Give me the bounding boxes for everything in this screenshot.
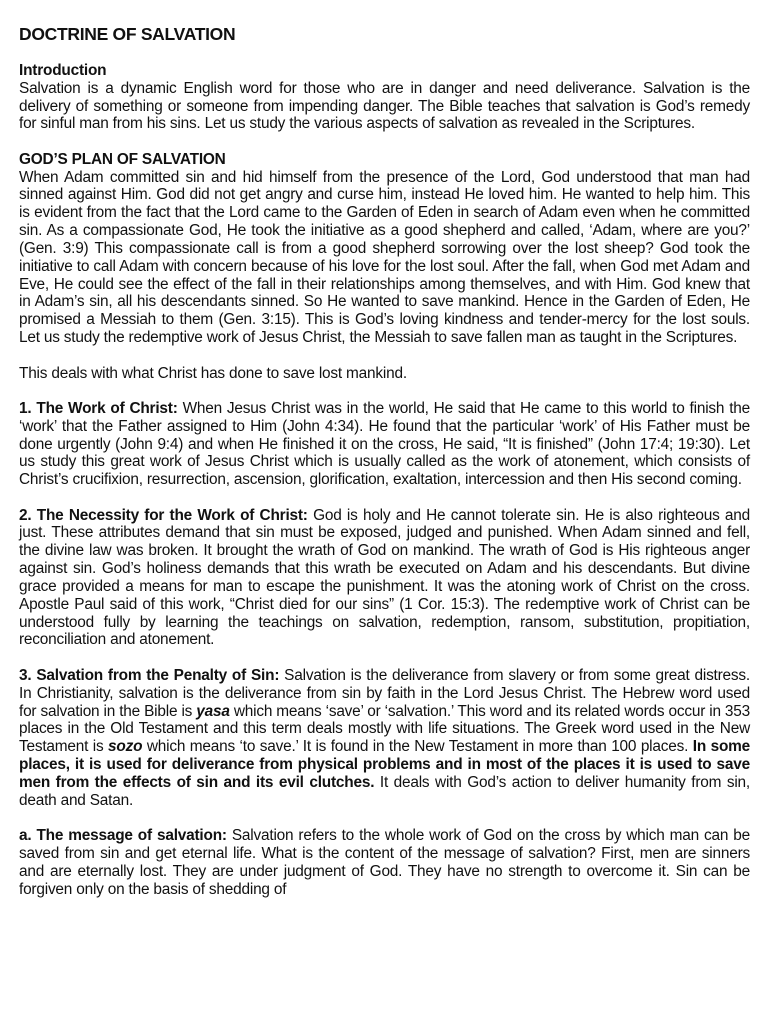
penalty-bold-text: In some places, it is used for deliverance from physical problems and in most of the places it is used to save men from the effects of sin and its evil clutches. xyxy=(19,738,751,791)
work-paragraph xyxy=(19,400,750,489)
penalty-word-yasa: yasa xyxy=(196,702,230,720)
necessity-paragraph xyxy=(19,507,750,650)
document-title: DOCTRINE OF SALVATION xyxy=(19,24,236,44)
necessity-text: God is holy and He cannot tolerate sin. He is also righteous and just. These attributes demand that sin must be exposed, judged and punished. When Adam sinned and fell, the divine law was broken. It brought the wrath of God on mankind. The wrath of God is His righteous anger against sin. God’s holiness demands that this wrath be executed on Adam and his descendants. But divine grace provided a means for man to escape the punishment. It was the atoning work of Christ on the cross. Apostle Paul said of this work, “Christ died for our sins” (1 Cor. 15:3). The redemptive work of Christ can be understood fully by learning the teachings on salvation, redemption, ransom, substitution, propitiation, reconciliation and atonement. xyxy=(19,506,751,649)
document-page xyxy=(19,26,750,898)
message-text: Salvation refers to the whole work of God on the cross by which man can be saved from sin and get eternal life. What is the content of the message of salvation? First, men are sinners and are eternally lost. They are under judgment of God. They have no strength to overcome it. Sin can be forgiven only on the basis of shedding of xyxy=(19,827,750,898)
message-lead: a. The message of salvation: xyxy=(19,827,227,845)
penalty-text-3: which means ‘to save.’ It is found in the New Testament in more than 100 places. xyxy=(142,738,693,756)
penalty-lead: 3. Salvation from the Penalty of Sin: xyxy=(19,666,280,684)
penalty-text-2: which means ‘save’ or ‘salvation.’ This word and its related words occur in 353 places in the Old Testament and this term deals mostly with life situations. The Greek word used in the New Testament is xyxy=(19,702,750,756)
plan-heading: GOD’S PLAN OF SALVATION xyxy=(19,150,226,168)
penalty-text-4: It deals with God’s action to deliver humanity from sin, death and Satan. xyxy=(19,773,750,809)
intro-paragraph: Salvation is a dynamic English word for those who are in danger and need deliverance. Salvation is the delivery of something or someone from impending danger. The Bible teaches that salvation is God’s remedy for sinful man from his sins. Let us study the various aspects of salvation as revealed in the Scriptures. xyxy=(19,79,750,133)
penalty-paragraph xyxy=(19,667,750,810)
message-paragraph xyxy=(19,827,750,898)
penalty-text-1: Salvation is the deliverance from slavery or from some great distress. In Christianity, salvation is the deliverance from sin by faith in the Lord Jesus Christ. The Hebrew word used for salvation in the Bible is xyxy=(19,666,750,720)
necessity-lead: 2. The Necessity for the Work of Christ: xyxy=(19,506,308,524)
work-text: When Jesus Christ was in the world, He said that He came to this world to finish the ‘work’ that the Father assigned to Him (John 4:34). He found that the particular ‘work’ of His Father must be done urgently (John 9:4) and when He finished it on the cross, He said, “It is finished” (John 17:4; 19:30). Let us study this great work of Jesus Christ which is usually called as the work of atonement, which consists of Christ’s crucifixion, resurrection, ascension, glorification, exaltation, intercession and then His second coming. xyxy=(19,399,750,489)
work-lead: 1. The Work of Christ: xyxy=(19,399,178,417)
intro-heading: Introduction xyxy=(19,61,107,79)
plan-paragraph: When Adam committed sin and hid himself from the presence of the Lord, God understood that man had sinned against Him. God did not get angry and curse him, instead He loved him. He wanted to help him. This is evident from the fact that the Lord came to the Garden of Eden in search of Adam even when he committed sin. As a compassionate God, He took the initiative as a good shepherd and called, ‘Adam, where are you?’ (Gen. 3:9) This compassionate call is from a good shepherd sorrowing over the lost sheep? God took the initiative to call Adam with concern because of his love for the lost soul. After the fall, when God met Adam and Eve, He could see the effect of the fall in their relationships among themselves, and with Him. God knew that in Adam’s sin, all his descendants sinned. So He wanted to save mankind. Hence in the Garden of Eden, He promised a Messiah to them (Gen. 3:15). This is God’s loving kindness and tender-mercy for the lost souls. Let us study the redemptive work of Jesus Christ, the Messiah to save fallen man as taught in the Scriptures. xyxy=(19,168,750,347)
deals-paragraph: This deals with what Christ has done to save lost mankind. xyxy=(19,364,407,382)
penalty-word-sozo: sozo xyxy=(108,738,143,756)
